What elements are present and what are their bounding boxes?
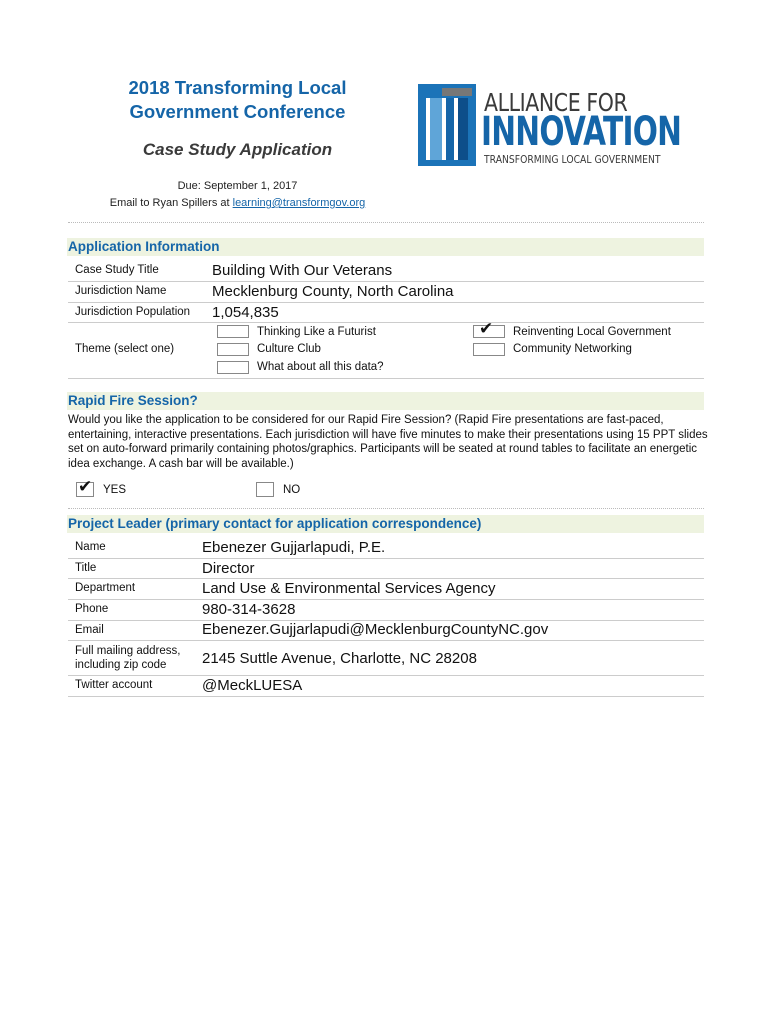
theme-checkbox-data[interactable] (217, 361, 249, 374)
leader-title-value[interactable]: Director (202, 560, 255, 577)
row-divider (68, 378, 704, 379)
row-divider (68, 640, 704, 641)
rapid-fire-description: Would you like the application to be considered for our Rapid Fire Session? (Rapid Fire presentations are fast-paced, entertaining, interactive presentations. Each jurisdiction will have five minutes to make their presentations using 15 PPT slides set on auto-forward primarily containing photos/graphics. Participants will be seated at round tables to facilitate an energetic idea exchange. A cash bar will be available.) (68, 414, 708, 470)
jurisdiction-name-label: Jurisdiction Name (75, 285, 167, 297)
case-study-title-value[interactable]: Building With Our Veterans (212, 262, 393, 279)
jurisdiction-name-value[interactable]: Mecklenburg County, North Carolina (212, 283, 454, 300)
conference-title (80, 76, 395, 124)
theme-option-futurist: Thinking Like a Futurist (257, 326, 376, 338)
row-divider (68, 675, 704, 676)
row-divider (68, 696, 704, 697)
leader-twitter-label: Twitter account (75, 679, 153, 691)
check-icon: ✔ (479, 319, 494, 339)
leader-address-label (75, 644, 180, 672)
theme-option-culture-club: Culture Club (257, 343, 321, 355)
theme-label: Theme (select one) (75, 343, 175, 355)
page-subtitle: Case Study Application (142, 140, 333, 159)
leader-twitter-value[interactable]: @MeckLUESA (202, 677, 303, 694)
logo-text-line-3: TRANSFORMING LOCAL GOVERNMENT (484, 153, 661, 166)
rapid-fire-no-label: NO (283, 484, 301, 496)
leader-name-value[interactable]: Ebenezer Gujjarlapudi, P.E. (202, 539, 386, 556)
row-divider (68, 599, 704, 600)
jurisdiction-population-label: Jurisdiction Population (75, 306, 191, 318)
leader-name-label: Name (75, 541, 106, 553)
theme-checkbox-reinventing[interactable] (473, 319, 505, 339)
leader-email-value[interactable]: Ebenezer.Gujjarlapudi@MecklenburgCountyNC.gov (202, 621, 549, 638)
leader-title-label: Title (75, 562, 97, 574)
row-divider (68, 578, 704, 579)
jurisdiction-population-value[interactable]: 1,054,835 (212, 304, 279, 321)
title-line-2: Government Conference (129, 101, 346, 122)
leader-department-value[interactable]: Land Use & Environmental Services Agency (202, 580, 496, 597)
rapid-fire-heading: Rapid Fire Session? (67, 392, 704, 410)
theme-option-community: Community Networking (513, 343, 632, 355)
rapid-fire-yes-label: YES (103, 484, 127, 496)
row-divider (68, 322, 704, 323)
theme-option-reinventing: Reinventing Local Government (513, 326, 671, 338)
section-divider (68, 508, 704, 509)
row-divider (68, 281, 704, 282)
alliance-logo (418, 84, 682, 168)
row-divider (68, 558, 704, 559)
email-link[interactable]: learning@transformgov.org (232, 197, 366, 209)
header-divider (68, 222, 704, 223)
theme-option-data: What about all this data? (257, 361, 384, 373)
due-date: Due: September 1, 2017 (177, 180, 298, 192)
email-instruction (80, 197, 395, 209)
leader-address-value[interactable]: 2145 Suttle Avenue, Charlotte, NC 28208 (202, 650, 477, 667)
theme-checkbox-culture-club[interactable] (217, 343, 249, 356)
theme-checkbox-community[interactable] (473, 343, 505, 356)
leader-phone-value[interactable]: 980-314-3628 (202, 601, 296, 618)
project-leader-heading: Project Leader (primary contact for application correspondence) (67, 515, 704, 533)
logo-text-line-1: ALLIANCE FOR (484, 88, 628, 117)
leader-department-label: Department (75, 582, 136, 594)
rapid-fire-yes-checkbox[interactable] (76, 477, 94, 497)
logo-mark-icon (418, 84, 476, 166)
row-divider (68, 302, 704, 303)
title-line-1: 2018 Transforming Local (128, 77, 347, 98)
check-icon: ✔ (78, 477, 93, 497)
logo-text-line-2: INNOVATION (481, 109, 682, 155)
case-study-title-label: Case Study Title (75, 264, 159, 276)
email-prefix: Email to Ryan Spillers at (109, 197, 233, 209)
leader-phone-label: Phone (75, 603, 109, 615)
application-info-heading: Application Information (67, 238, 704, 256)
leader-email-label: Email (75, 624, 104, 636)
address-label-line-1: Full mailing address, (75, 645, 181, 657)
theme-checkbox-futurist[interactable] (217, 325, 249, 338)
address-label-line-2: including zip code (75, 659, 167, 671)
rapid-fire-no-checkbox[interactable] (256, 482, 274, 497)
